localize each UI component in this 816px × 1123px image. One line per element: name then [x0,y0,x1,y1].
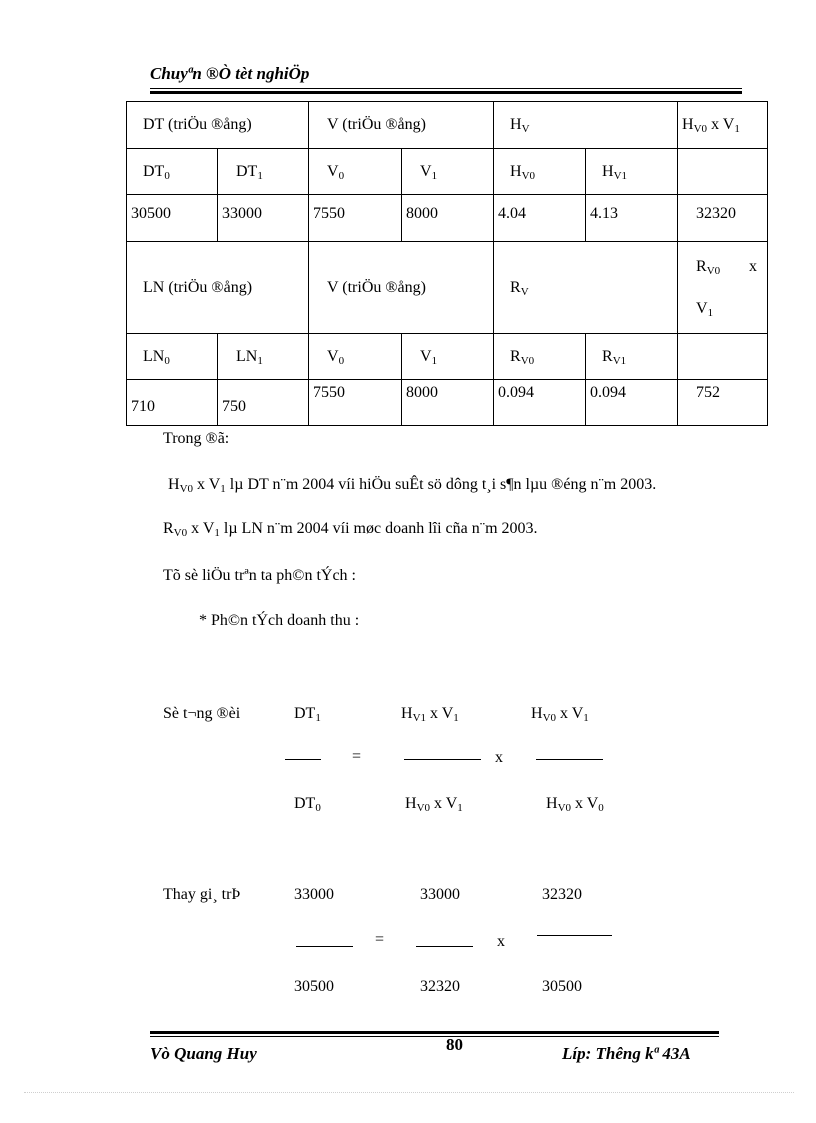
header-hv: $H_V$ [494,102,678,149]
cell-value: 7550 [309,195,402,242]
formula-label-relative: Sè t¬ng ®èi [163,705,241,722]
formula-denominator: $H_{V0}$ x $V_1$ [405,795,463,814]
formula-label-substitute: Thay gi¸ trÞ [163,886,241,903]
footer-rule-thin [150,1036,719,1037]
equals-sign: = [352,748,362,765]
cell-dt0: $DT_0$ [127,149,218,195]
cell-v0: $V_0$ [309,149,402,195]
cell-v0: $V_0$ [309,334,402,380]
formula-numerator: $H_{V1}$ x $V_1$ [401,705,459,724]
header-rule-thin [150,88,742,89]
paragraph-analysis-intro: Tõ sè liÖu trªn ta ph©n tÝch : [163,567,356,584]
cell-value: 4.13 [586,195,678,242]
header-v: V (triÖu ®ång) [309,242,494,334]
header-v: V (triÖu ®ång) [309,102,494,149]
fraction-bar [296,946,353,947]
formula-value: 32320 [542,886,582,903]
cell-value: 8000 [402,195,494,242]
footer-rule-thick [150,1031,719,1034]
trong-do-label: Trong ®ã: [163,430,230,447]
formula-value: 32320 [420,978,460,995]
cell-empty [678,149,768,195]
cell-v1: $V_1$ [402,334,494,380]
cell-value: 750 [218,380,309,426]
cell-hv0: $H_{V0}$ [494,149,586,195]
cell-rv0: $R_{V0}$ [494,334,586,380]
header-hv0-v1: $H_{V0}$ x $V_1$ [678,102,768,149]
header-dt: DT (triÖu ®ång) [127,102,309,149]
footer-class: Líp: Thêng kª 43A [562,1044,691,1063]
cell-empty [678,334,768,380]
formula-value: 30500 [542,978,582,995]
document-header: Chuyªn ®Ò tèt nghiÖp [150,64,310,83]
cell-v1: $V_1$ [402,149,494,195]
cell-hv1: $H_{V1}$ [586,149,678,195]
formula-value: 33000 [420,886,460,903]
table-row [127,149,768,195]
table-row [127,242,768,334]
fraction-bar [416,946,473,947]
footer-author: Vò Quang Huy [150,1044,257,1063]
equals-sign: = [375,931,385,948]
data-table [126,101,768,426]
cell-ln1: $LN_1$ [218,334,309,380]
paragraph-hv0: $H_{V0}$ x $V_1$ lµ DT n¨m 2004 víi hiÖu suÊt sö dông t¸i s¶n lµu ®éng n¨m 2003. [168,476,657,495]
table-row [127,380,768,426]
cell-rv1: $R_{V1}$ [586,334,678,380]
cell-value: 8000 [402,380,494,426]
header-rule-thick [150,91,742,94]
table-row [127,102,768,149]
section-heading-revenue: * Ph©n tÝch doanh thu : [199,612,360,629]
cell-ln0: $LN_0$ [127,334,218,380]
page-edge-dotted-line [24,1092,794,1093]
page-number: 80 [446,1035,463,1054]
formula-numerator: $DT_1$ [294,705,321,724]
table-row [127,334,768,380]
cell-value: 7550 [309,380,402,426]
formula-value: 30500 [294,978,334,995]
fraction-bar [285,759,321,760]
cell-value: 33000 [218,195,309,242]
formula-value: 33000 [294,886,334,903]
cell-value: 32320 [678,195,768,242]
cell-value: 710 [127,380,218,426]
header-rv: $R_V$ [494,242,678,334]
cell-value: 0.094 [586,380,678,426]
cell-value: 0.094 [494,380,586,426]
cell-value: 752 [678,380,768,426]
formula-denominator: $DT_0$ [294,795,321,814]
times-sign: x [495,749,503,766]
paragraph-rv0: $R_{V0}$ x $V_1$ lµ LN n¨m 2004 víi møc doanh lîi cña n¨m 2003. [163,520,538,539]
formula-numerator: $H_{V0}$ x $V_1$ [531,705,589,724]
cell-value: 4.04 [494,195,586,242]
cell-value: 30500 [127,195,218,242]
fraction-bar [536,759,603,760]
table-row [127,195,768,242]
cell-dt1: $DT_1$ [218,149,309,195]
fraction-bar [537,935,612,936]
times-sign: x [497,933,505,950]
header-ln: LN (triÖu ®ång) [127,242,309,334]
header-rv0-v1: $R_{V0}$ x $V_1$ [678,242,768,334]
formula-denominator: $H_{V0}$ x $V_0$ [546,795,604,814]
fraction-bar [404,759,481,760]
